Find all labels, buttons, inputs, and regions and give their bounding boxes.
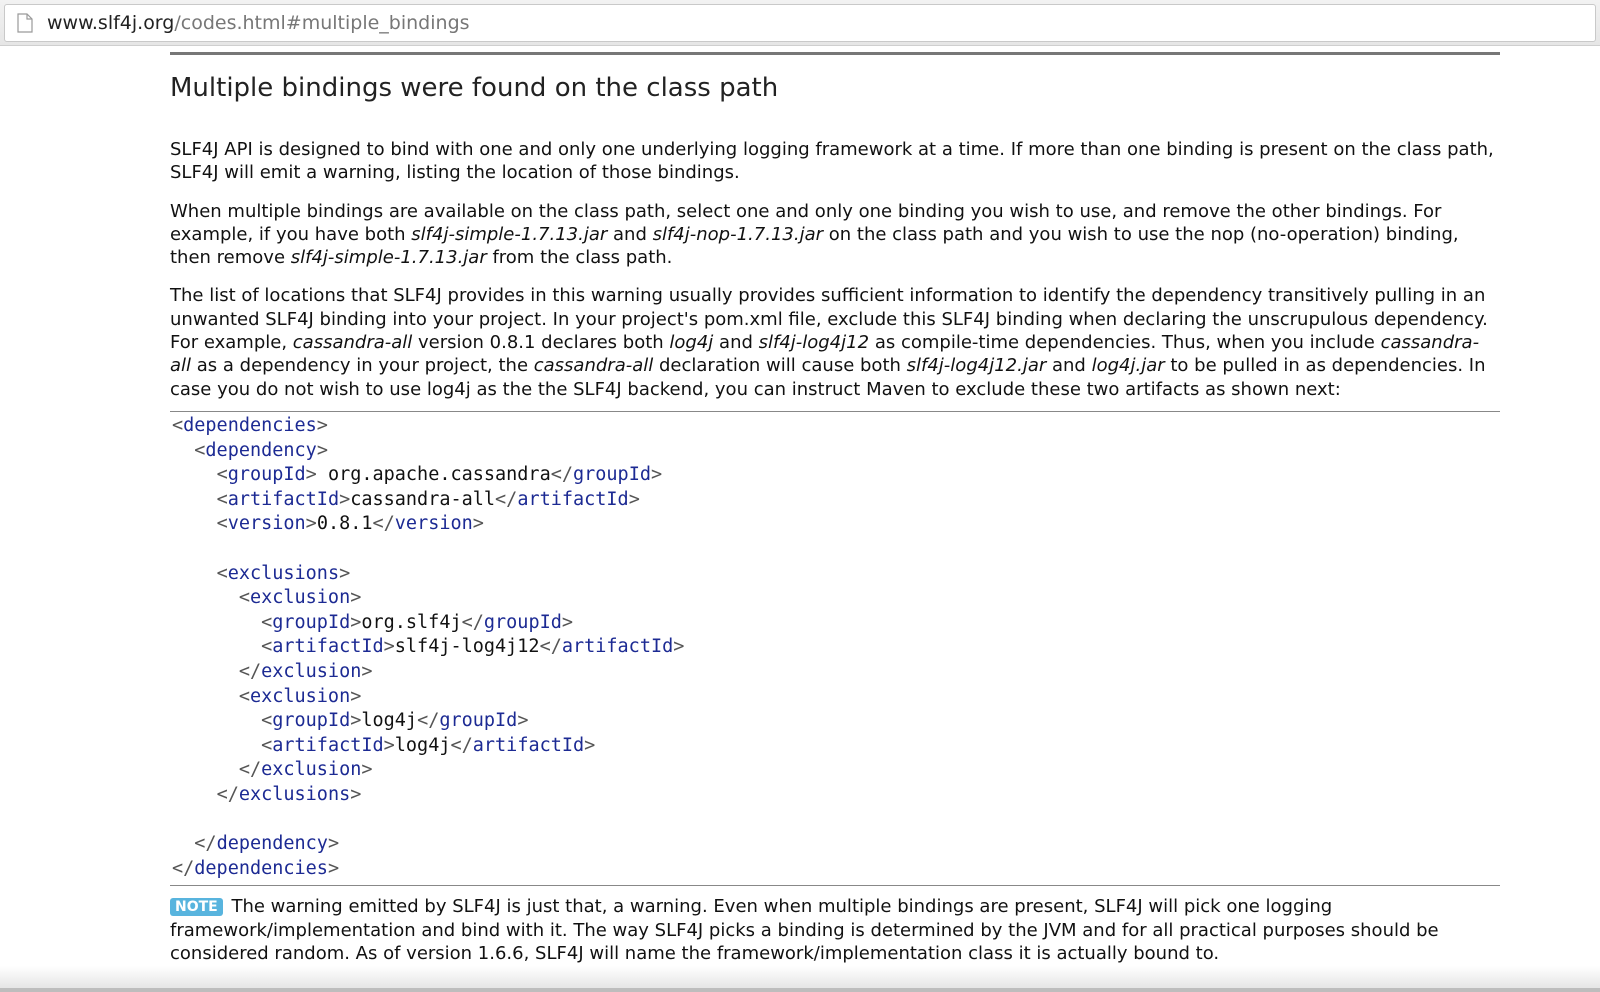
url-domain: www.slf4j.org xyxy=(47,12,175,34)
address-field[interactable] xyxy=(4,4,1596,42)
paragraph-multiple-bindings: When multiple bindings are available on the class path, select one and only one binding you wish to use, and remove the other bindings. For example, if you have both slf4j-simple-1.7.13.jar and slf4j-nop-1.7.13.jar on the class path and you wish to use the nop (no-operation) binding, then remove slf4j-simple-1.7.13.jar from the class path. xyxy=(170,200,1459,269)
maven-code-block: <dependencies> <dependency> <groupId> org.apache.cassandra</groupId> <artifactId>cassandra-all</artifactId> <version>0.8.1</version> <exclusions> <exclusion> <groupId>org.slf4j</groupId> <artifactId>slf4j-log4j12</artifactId> </exclusion> <exclusion> <groupId>log4j</groupId> <artifactId>log4j</artifactId> </exclusion> </exclusions> </dependency> </dependencies> xyxy=(172,414,685,879)
page-icon xyxy=(17,13,33,33)
paragraph-locations: The list of locations that SLF4J provides in this warning usually provides sufficient information to identify the dependency transitively pulling in an unwanted SLF4J binding into your project. In your project's pom.xml file, exclude this SLF4J binding when declaring the unscrupulous dependency. For example, cassandra-all version 0.8.1 declares both log4j and slf4j-log4j12 as compile-time dependencies. Thus, when you include cassandra-all as a dependency in your project, the cassandra-all declaration will cause both slf4j-log4j12.jar and log4j.jar to be pulled in as dependencies. In case you do not wish to use log4j as the the SLF4J backend, you can instruct Maven to exclude these two artifacts as shown next: xyxy=(170,285,1488,400)
page-content xyxy=(170,46,1500,965)
browser-url-bar xyxy=(0,0,1600,46)
paragraph-intro: SLF4J API is designed to bind with one and only one underlying logging framework at a time. If more than one binding is present on the class path, SLF4J will emit a warning, listing the location of those bindings. xyxy=(170,139,1494,184)
note-badge: NOTE xyxy=(170,898,223,916)
note-text: The warning emitted by SLF4J is just that, a warning. Even when multiple bindings are present, SLF4J will pick one logging framework/implementation and bind with it. The way SLF4J picks a binding is determined by the JVM and for all practical purposes should be considered random. As of version 1.6.6, SLF4J will name the framework/implementation class it is actually bound to. xyxy=(170,896,1439,964)
url-path: /codes.html#multiple_bindings xyxy=(174,12,470,34)
section-title: Multiple bindings were found on the class path xyxy=(170,73,779,103)
window-bottom-edge xyxy=(0,988,1600,992)
url-text[interactable] xyxy=(47,13,470,33)
section-divider xyxy=(170,52,1500,55)
code-bottom-divider xyxy=(170,885,1500,886)
note-paragraph xyxy=(170,895,1500,965)
